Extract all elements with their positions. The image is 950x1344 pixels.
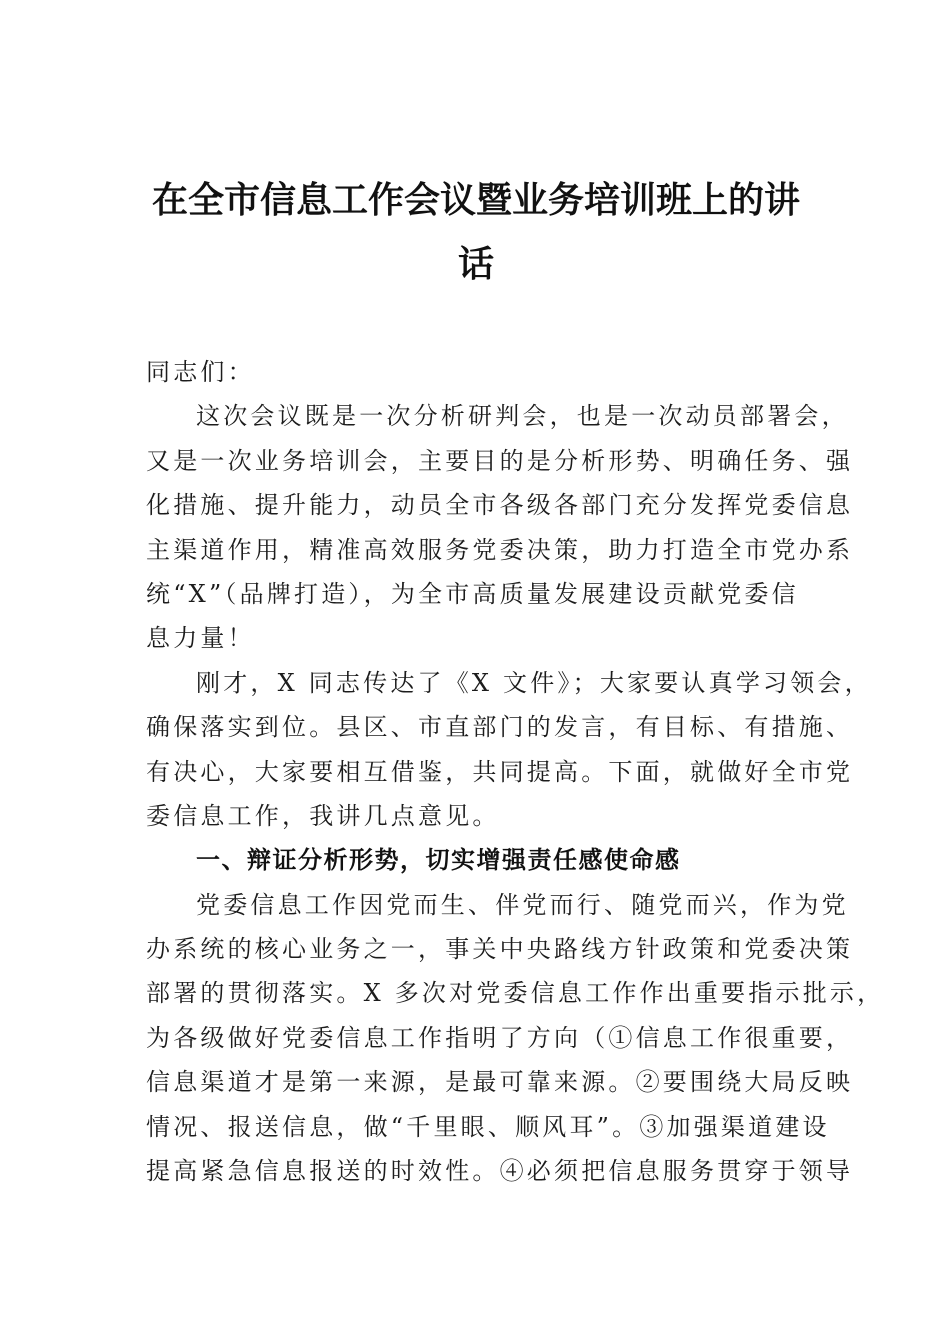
paragraph-line: 主渠道作用，精准高效服务党委决策，助力打造全市党办系: [146, 535, 854, 564]
paragraph-line: 刚才，X 同志传达了《X 文件》；大家要认真学习领会，: [196, 668, 872, 697]
paragraph-line: 办系统的核心业务之一，事关中央路线方针政策和党委决策: [146, 935, 854, 964]
paragraph-line: 为各级做好党委信息工作指明了方向（①信息工作很重要，: [146, 1023, 854, 1052]
title-line-1: 在全市信息工作会议暨业务培训班上的讲: [151, 179, 800, 221]
paragraph-line: 党委信息工作因党而生、伴党而行、随党而兴，作为党: [196, 890, 849, 919]
paragraph-1: [146, 394, 854, 660]
paragraph-line: 化措施、提升能力，动员全市各级各部门充分发挥党委信息: [146, 491, 854, 520]
paragraph-line: 信息渠道才是第一来源，是最可靠来源。②要围绕大局反映: [146, 1068, 854, 1097]
paragraph-line: 这次会议既是一次分析研判会，也是一次动员部署会，: [196, 402, 849, 431]
paragraph-line: 提高紧急信息报送的时效性。④必须把信息服务贯穿于领导: [146, 1157, 854, 1186]
paragraph-2: [146, 661, 872, 839]
title-line-2: 话: [457, 243, 494, 285]
paragraph-line: 部署的贯彻落实。X 多次对党委信息工作作出重要指示批示，: [146, 979, 885, 1008]
paragraph-line: 统“X”（品牌打造），为全市高质量发展建设贡献党委信: [146, 579, 799, 608]
document-body: [146, 350, 885, 1193]
paragraph-line: 息力量！: [146, 624, 255, 653]
paragraph-line: 有决心，大家要相互借鉴，共同提高。下面，就做好全市党: [146, 757, 854, 786]
paragraph-line: 确保落实到位。县区、市直部门的发言，有目标、有措施、: [146, 713, 854, 742]
section-heading: 一、辩证分析形势，切实增强责任感使命感: [196, 846, 681, 875]
paragraph-line: 情况、报送信息，做“千里眼、顺风耳”。③加强渠道建设: [146, 1112, 830, 1141]
salutation: 同志们：: [146, 358, 255, 386]
document-title: [146, 168, 806, 296]
paragraph-line: 又是一次业务培训会，主要目的是分析形势、明确任务、强: [146, 446, 854, 475]
paragraph-line: 委信息工作，我讲几点意见。: [146, 801, 500, 830]
paragraph-3: [146, 883, 885, 1194]
